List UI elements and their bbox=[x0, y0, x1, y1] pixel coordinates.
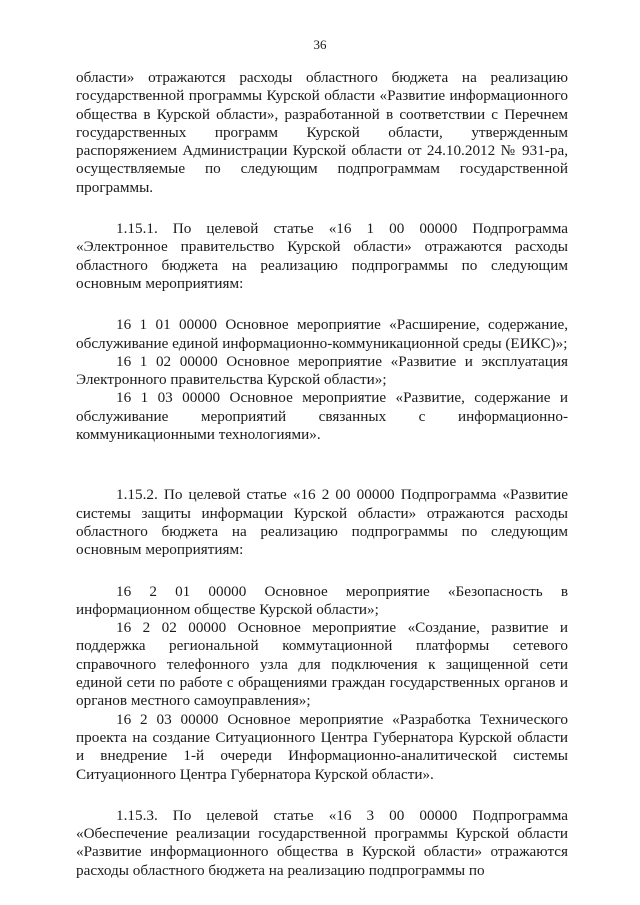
document-body bbox=[76, 69, 568, 880]
paragraph-16-1-03: 16 1 03 00000 Основное мероприятие «Развитие, содержание и обслуживание мероприятий связанных с информационно-коммуникационными технологиями». bbox=[76, 389, 568, 444]
paragraph-16-2-02: 16 2 02 00000 Основное мероприятие «Создание, развитие и поддержка региональной коммутационной платформы сетевого справочного телефонного узла для подключения к защищенной сети единой сети по работе с обращениями граждан государственных органов и органов местного самоуправления»; bbox=[76, 619, 568, 710]
paragraph-16-1-01: 16 1 01 00000 Основное мероприятие «Расширение, содержание, обслуживание единой информационно-коммуникационной среды (ЕИКС)»; bbox=[76, 316, 568, 352]
paragraph-1-15-1: 1.15.1. По целевой статье «16 1 00 00000 Подпрограмма «Электронное правительство Курской области» отражаются расходы областного бюджета на реализацию подпрограммы по следующим основным мероприятиям: bbox=[76, 220, 568, 292]
paragraph-intro: области» отражаются расходы областного бюджета на реализацию государственной программы Курской области «Развитие информационного общества в Курской области», разработанной в соответствии с Перечнем государственных программ Курской области, утвержденным распоряжением Администрации Курской области от 24.10.2012 № 931-ра, осуществляемые по следующим подпрограммам государственной программы. bbox=[76, 69, 568, 196]
page-number: 36 bbox=[313, 37, 327, 52]
paragraph-1-15-2: 1.15.2. По целевой статье «16 2 00 00000 Подпрограмма «Развитие системы защиты информации Курской области» отражаются расходы областного бюджета на реализацию подпрограммы по следующим основным мероприятиям: bbox=[76, 486, 568, 559]
paragraph-1-15-3: 1.15.3. По целевой статье «16 3 00 00000 Подпрограмма «Обеспечение реализации государственной программы Курской области «Развитие информационного общества в Курской области» отражаются расходы областного бюджета на реализацию подпрограммы по bbox=[76, 806, 568, 879]
paragraph-16-1-02: 16 1 02 00000 Основное мероприятие «Развитие и эксплуатация Электронного правительства Курской области»; bbox=[76, 352, 568, 389]
paragraph-16-2-03: 16 2 03 00000 Основное мероприятие «Разработка Технического проекта на создание Ситуационного Центра Губернатора Курской области и внедрение 1-й очереди Информационно-аналитической системы Ситуационного Центра Губернатора Курской области». bbox=[76, 710, 568, 783]
paragraph-16-2-01: 16 2 01 00000 Основное мероприятие «Безопасность в информационном обществе Курской области»; bbox=[76, 582, 568, 618]
